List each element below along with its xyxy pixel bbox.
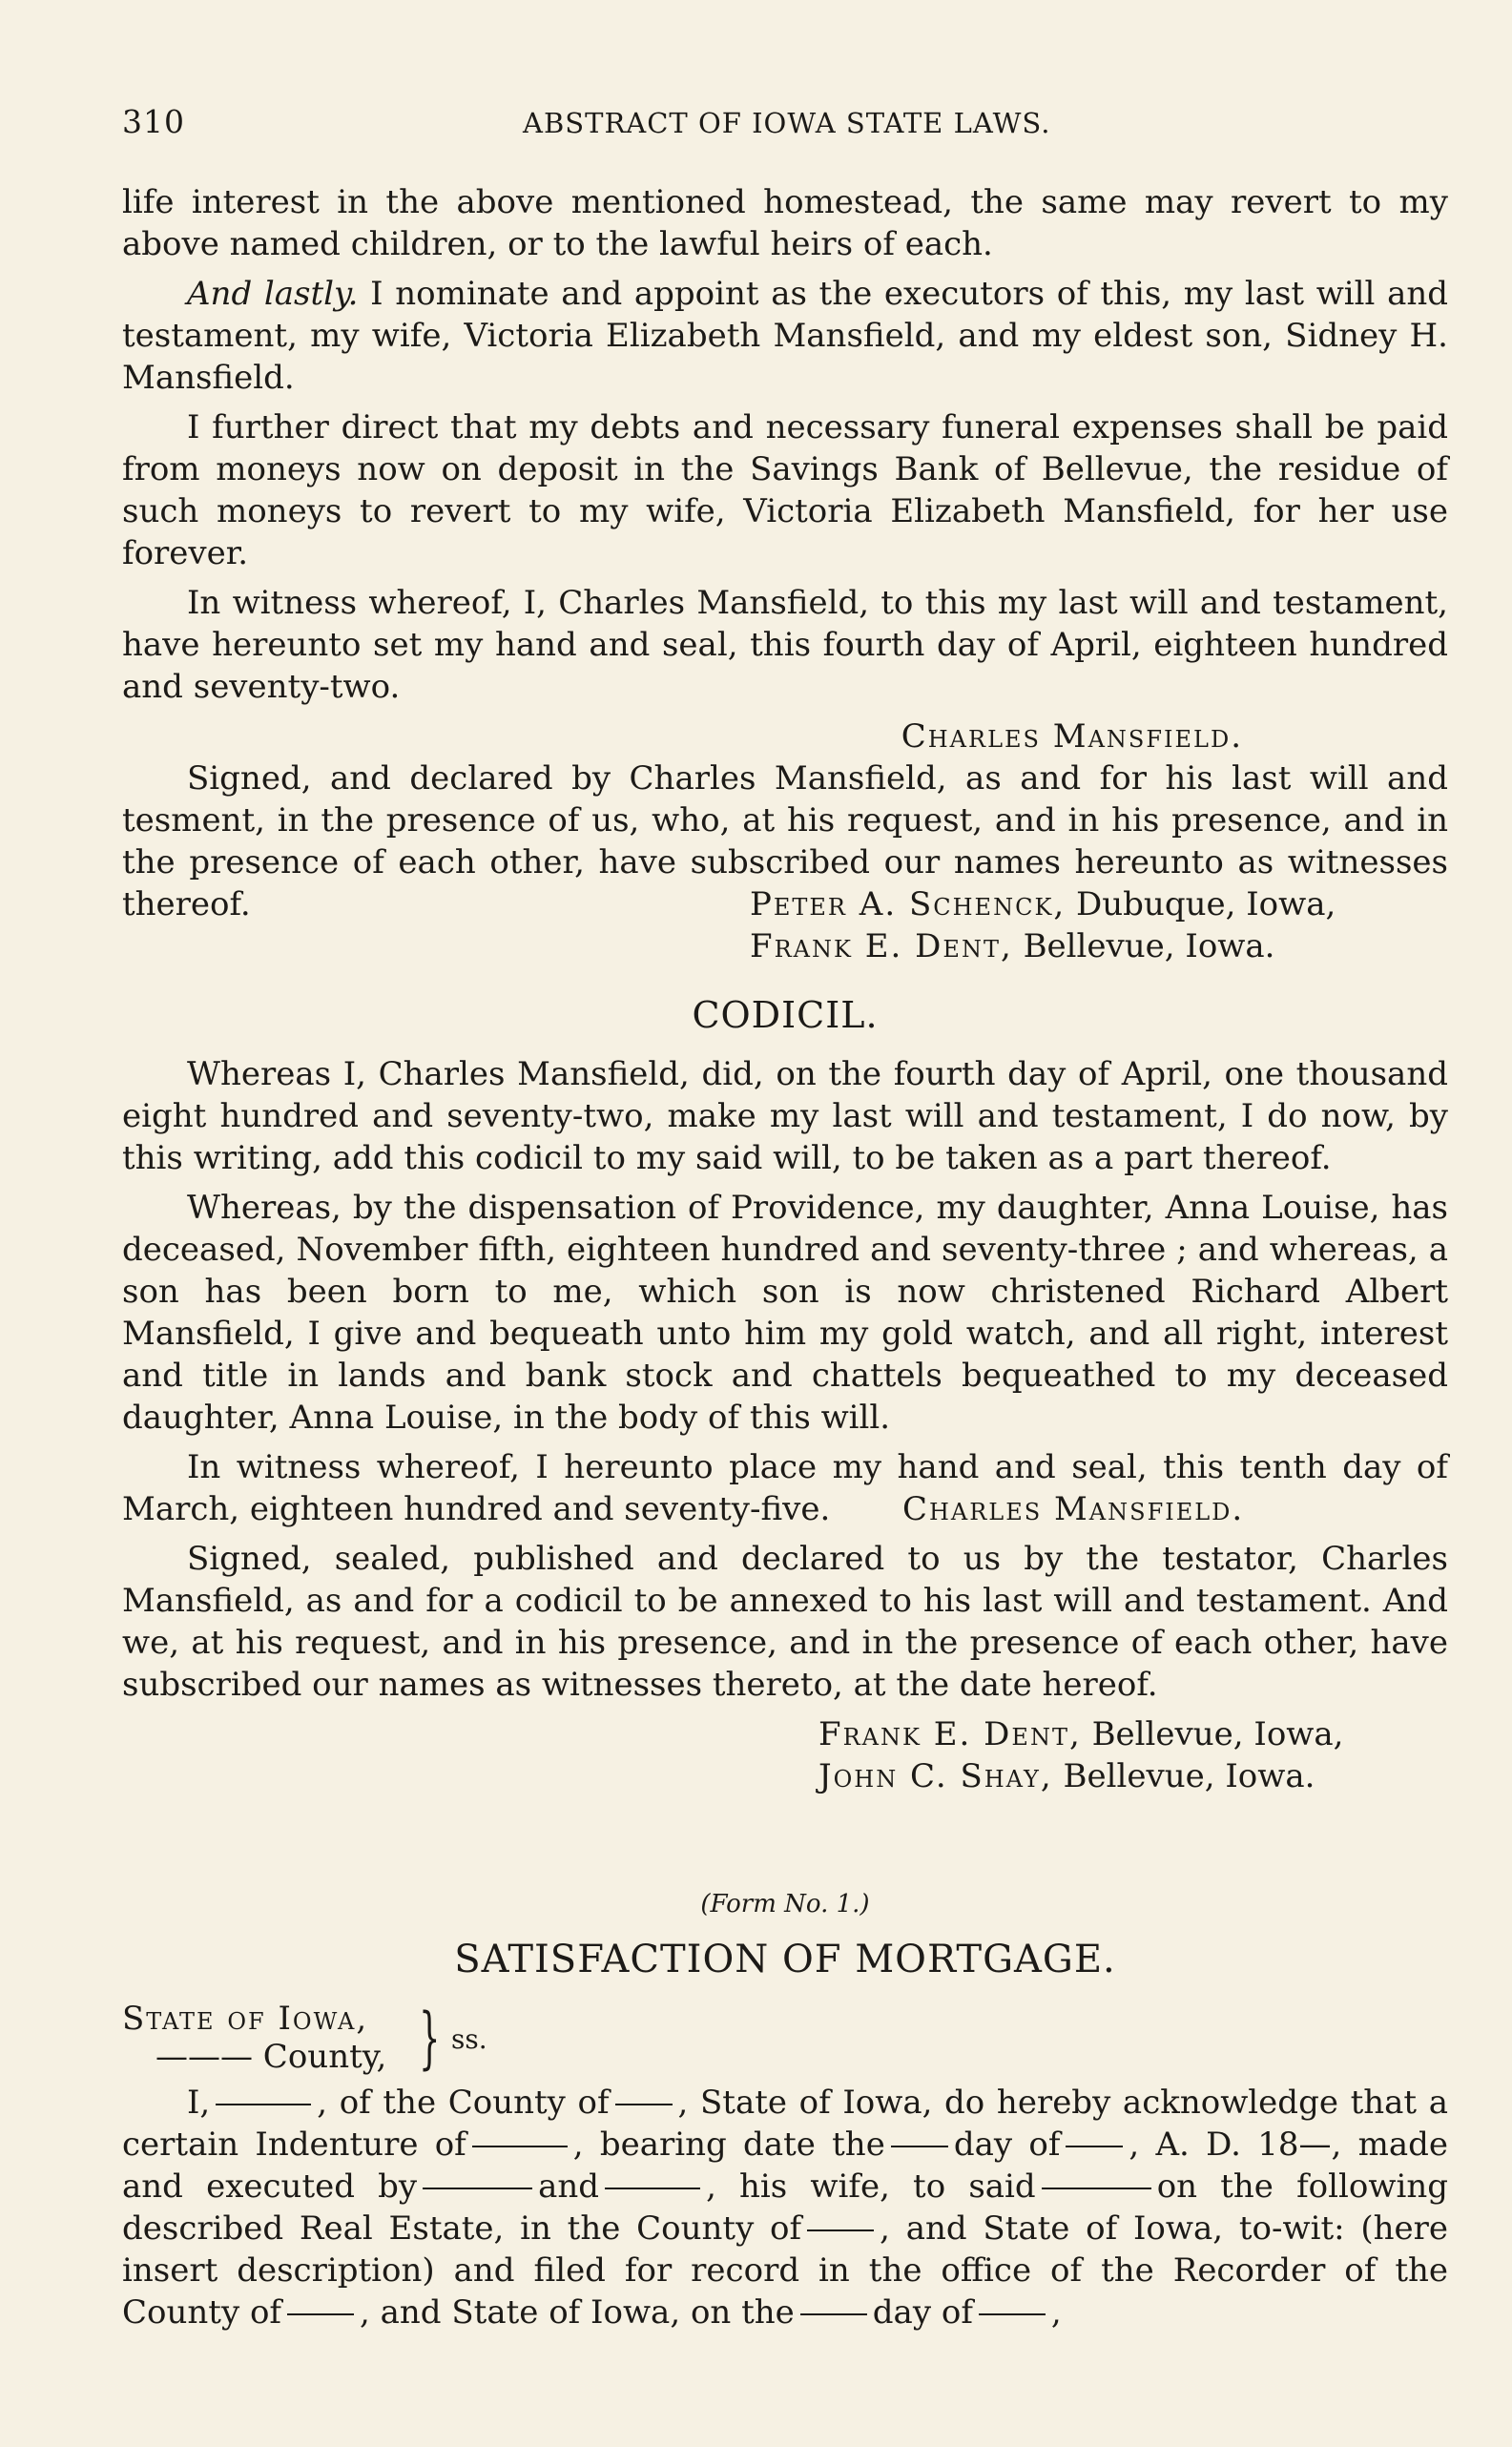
will-attestation: Signed, and declared by Charles Mansfield, as and for his last will and tesment, in the presence of us, who, at his request, and in his presence, and in the presence of each other, have subscribed our names hereunto as witnesses thereof. (122, 759, 1448, 923)
blank-indenture (472, 2146, 568, 2147)
running-header (122, 103, 1448, 151)
will-paragraph-2 (122, 273, 1448, 399)
form-text-11: , and State of Iowa, on the (360, 2293, 795, 2332)
venue-county: County, (253, 2038, 387, 2076)
codicil-paragraph-3-text: In witness whereof, I hereunto place my hand and seal, this tenth day of March, eighteen hundred and seventy-five. (122, 1448, 1448, 1528)
codicil-paragraph-3 (122, 1446, 1448, 1530)
codicil-witness-1-name: Frank E. Dent, (818, 1715, 1082, 1753)
page-number: 310 (122, 103, 185, 140)
blank-day (891, 2146, 948, 2147)
codicil-witness-1 (818, 1713, 1448, 1755)
will-witness-1-place: Dubuque, Iowa, (1066, 885, 1336, 923)
will-paragraph-1: life interest in the above mentioned homestead, the same may revert to my above named children, or to the lawful heirs of each. (122, 183, 1448, 263)
form-text-7: and (538, 2167, 600, 2206)
venue-brace: } (419, 1999, 441, 2077)
form-text-2: , of the County of (317, 2084, 610, 2122)
body-text (122, 181, 1448, 2341)
codicil-paragraph-1: Whereas I, Charles Mansfield, did, on the fourth day of April, one thousand eight hundred and seventy-two, make my last will and testament, I do now, by this writing, add this codicil to my said will, to be taken as a part thereof. (122, 1055, 1448, 1177)
blank-county-2 (807, 2229, 874, 2231)
will-witness-2-name: Frank E. Dent, (750, 927, 1013, 965)
blank-day-2 (800, 2313, 867, 2315)
codicil-witness-2 (818, 1755, 1448, 1797)
form-text-6: , A. D. 18—, made and executed by (122, 2126, 1448, 2206)
form-text-13: , (1050, 2293, 1062, 2332)
will-paragraph-4: In witness whereof, I, Charles Mansfield, to this my last will and testament, have hereunto set my hand and seal, this fourth day of April, eighteen hundred and seventy-two. (122, 584, 1448, 706)
form-body (122, 2082, 1448, 2333)
running-title: ABSTRACT OF IOWA STATE LAWS. (523, 107, 1051, 139)
venue-ss: ss. (451, 2023, 487, 2055)
blank-month (1066, 2146, 1123, 2147)
form-text-3: , State of Iowa, do hereby acknowledge that a certain Indenture of (122, 2084, 1448, 2164)
venue-state: State of Iowa, (122, 2000, 369, 2038)
form-text-1: I, (187, 2084, 211, 2122)
blank-name (216, 2104, 311, 2105)
form-number-label: (Form No. 1.) (700, 1890, 870, 1918)
form-text-12: day of (872, 2293, 973, 2332)
blank-month-2 (979, 2313, 1046, 2315)
will-paragraph-2-text: I nominate and appoint as the executors of this, my last will and testament, my wife, Victoria Elizabeth Mansfield, and my eldest son, Sidney H. Mansfield. (122, 275, 1449, 397)
blank-mortgagor (423, 2188, 532, 2189)
form-text-10: , and State of Iowa, to-wit: (here insert description) and filed for record in the office of the Recorder of the County of (122, 2209, 1448, 2332)
blank-county-3 (287, 2313, 354, 2315)
form-text-9: on the following described Real Estate, in the County of (122, 2167, 1448, 2248)
will-paragraph-3: I further direct that my debts and necessary funeral expenses shall be paid from moneys now on deposit in the Savings Bank of Bellevue, the residue of such moneys to revert to my wife, Victoria Elizabeth Mansfield, for her use forever. (122, 408, 1448, 572)
codicil-signature: Charles Mansfield. (901, 1490, 1245, 1528)
will-signature: Charles Mansfield. (901, 717, 1243, 756)
codicil-witness-2-place: Bellevue, Iowa. (1052, 1757, 1315, 1795)
will-paragraph-2-lead: And lastly. (187, 275, 359, 313)
blank-mortgagee (1042, 2188, 1151, 2189)
codicil-paragraph-2: Whereas, by the dispensation of Providence, my daughter, Anna Louise, has deceased, November fifth, eighteen hundred and seventy-three ; and whereas, a son has been born to me, which son is now christened Richard Albert Mansfield, I give and bequeath unto him my gold watch, and all right, interest and title in lands and bank stock and chattels bequeathed to my deceased daughter, Anna Louise, in the body of this will. (122, 1189, 1448, 1437)
will-witness-2 (750, 925, 1448, 967)
codicil-witness-1-place: Bellevue, Iowa, (1081, 1715, 1344, 1753)
venue-block (122, 1994, 1448, 2082)
will-witness-1 (750, 883, 1448, 925)
codicil-attestation: Signed, sealed, published and declared to us by the testator, Charles Mansfield, as and for a codicil to be annexed to his last will and testament. And we, at his request, and in his presence, and in the presence of each other, have subscribed our names as witnesses thereto, at the date hereof. (122, 1540, 1448, 1704)
venue-county-line (155, 2036, 386, 2078)
form-text-4: , bearing date the (572, 2126, 885, 2164)
codicil-witness-2-name: John C. Shay, (818, 1757, 1053, 1795)
form-text-8: , his wife, to said (706, 2167, 1036, 2206)
form-title: SATISFACTION OF MORTGAGE. (454, 1938, 1116, 1981)
blank-county (615, 2104, 673, 2105)
blank-wife (605, 2188, 700, 2189)
will-witness-1-name: Peter A. Schenck, (750, 885, 1067, 923)
codicil-title: CODICIL. (692, 994, 879, 1036)
form-text-5: day of (953, 2126, 1061, 2164)
venue-county-blank: ——— (155, 2038, 253, 2076)
will-witness-2-place: Bellevue, Iowa. (1012, 927, 1275, 965)
